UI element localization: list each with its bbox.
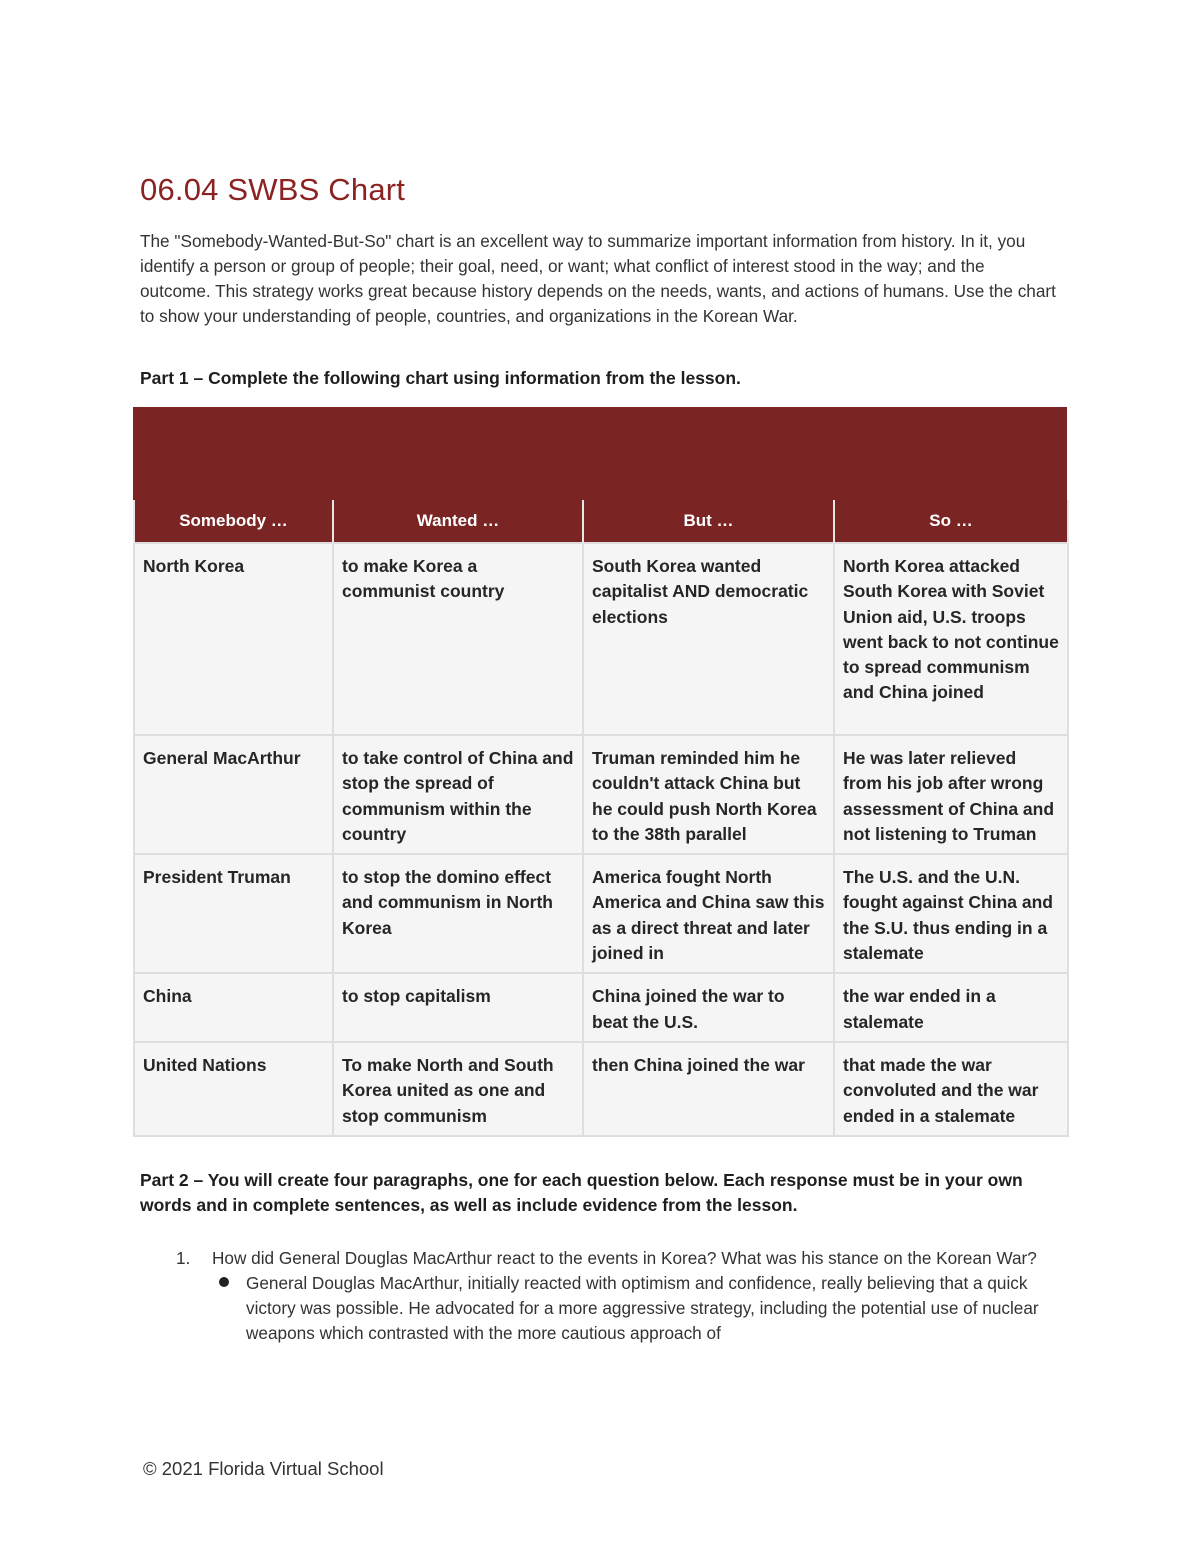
column-header-wanted: Wanted … bbox=[333, 500, 583, 543]
question-text: How did General Douglas MacArthur react to the events in Korea? What was his stance on the Korean War? bbox=[212, 1248, 1037, 1268]
cell-somebody: China bbox=[134, 973, 333, 1042]
cell-wanted: to take control of China and stop the spread of communism within the country bbox=[333, 735, 583, 854]
cell-but: China joined the war to beat the U.S. bbox=[583, 973, 834, 1042]
cell-but: South Korea wanted capitalist AND democratic elections bbox=[583, 543, 834, 735]
table-row bbox=[134, 854, 1068, 973]
page-title: 06.04 SWBS Chart bbox=[140, 172, 406, 207]
cell-so: that made the war convoluted and the war ended in a stalemate bbox=[834, 1042, 1068, 1136]
cell-somebody: North Korea bbox=[134, 543, 333, 735]
question-list bbox=[176, 1246, 1066, 1346]
cell-wanted: to stop the domino effect and communism in North Korea bbox=[333, 854, 583, 973]
column-header-so: So … bbox=[834, 500, 1068, 543]
swbs-table bbox=[133, 500, 1069, 1137]
table-row bbox=[134, 973, 1068, 1042]
table-row bbox=[134, 1042, 1068, 1136]
cell-so: He was later relieved from his job after wrong assessment of China and not listening to Truman bbox=[834, 735, 1068, 854]
cell-wanted: to make Korea a communist country bbox=[333, 543, 583, 735]
cell-wanted: To make North and South Korea united as one and stop communism bbox=[333, 1042, 583, 1136]
intro-paragraph: The "Somebody-Wanted-But-So" chart is an excellent way to summarize important information from history. In it, you identify a person or group of people; their goal, need, or want; what conflict of interest stood in the way; and the outcome. This strategy works great because history depends on the needs, wants, and actions of humans. Use the chart to show your understanding of people, countries, and organizations in the Korean War. bbox=[140, 231, 1056, 326]
cell-but: then China joined the war bbox=[583, 1042, 834, 1136]
part1-heading: Part 1 – Complete the following chart using information from the lesson. bbox=[140, 368, 741, 388]
cell-wanted: to stop capitalism bbox=[333, 973, 583, 1042]
bullet-icon bbox=[219, 1277, 229, 1287]
copyright-footer: © 2021 Florida Virtual School bbox=[143, 1458, 384, 1479]
cell-but: Truman reminded him he couldn't attack China but he could push North Korea to the 38th parallel bbox=[583, 735, 834, 854]
column-header-but: But … bbox=[583, 500, 834, 543]
table-row bbox=[134, 735, 1068, 854]
cell-so: the war ended in a stalemate bbox=[834, 973, 1068, 1042]
answer-text: General Douglas MacArthur, initially reacted with optimism and confidence, really believing that a quick victory was possible. He advocated for a more aggressive strategy, including the potential use of nuclear weapons which contrasted with the more cautious approach of bbox=[246, 1273, 1039, 1343]
swbs-chart bbox=[133, 407, 1067, 1137]
question-number: 1. bbox=[176, 1248, 191, 1268]
cell-somebody: General MacArthur bbox=[134, 735, 333, 854]
list-item bbox=[176, 1246, 1066, 1346]
cell-but: America fought North America and China saw this as a direct threat and later joined in bbox=[583, 854, 834, 973]
cell-somebody: President Truman bbox=[134, 854, 333, 973]
part2-heading: Part 2 – You will create four paragraphs, one for each question below. Each response must be in your own words and in complete sentences, as well as include evidence from the lesson. bbox=[140, 1170, 1023, 1215]
column-header-somebody: Somebody … bbox=[134, 500, 333, 543]
cell-so: The U.S. and the U.N. fought against China and the S.U. thus ending in a stalemate bbox=[834, 854, 1068, 973]
answer-bullet bbox=[246, 1271, 1066, 1346]
cell-so: North Korea attacked South Korea with Soviet Union aid, U.S. troops went back to not continue to spread communism and China joined bbox=[834, 543, 1068, 735]
table-row bbox=[134, 543, 1068, 735]
cell-somebody: United Nations bbox=[134, 1042, 333, 1136]
table-header-row bbox=[134, 500, 1068, 543]
chart-header-banner bbox=[133, 407, 1067, 500]
